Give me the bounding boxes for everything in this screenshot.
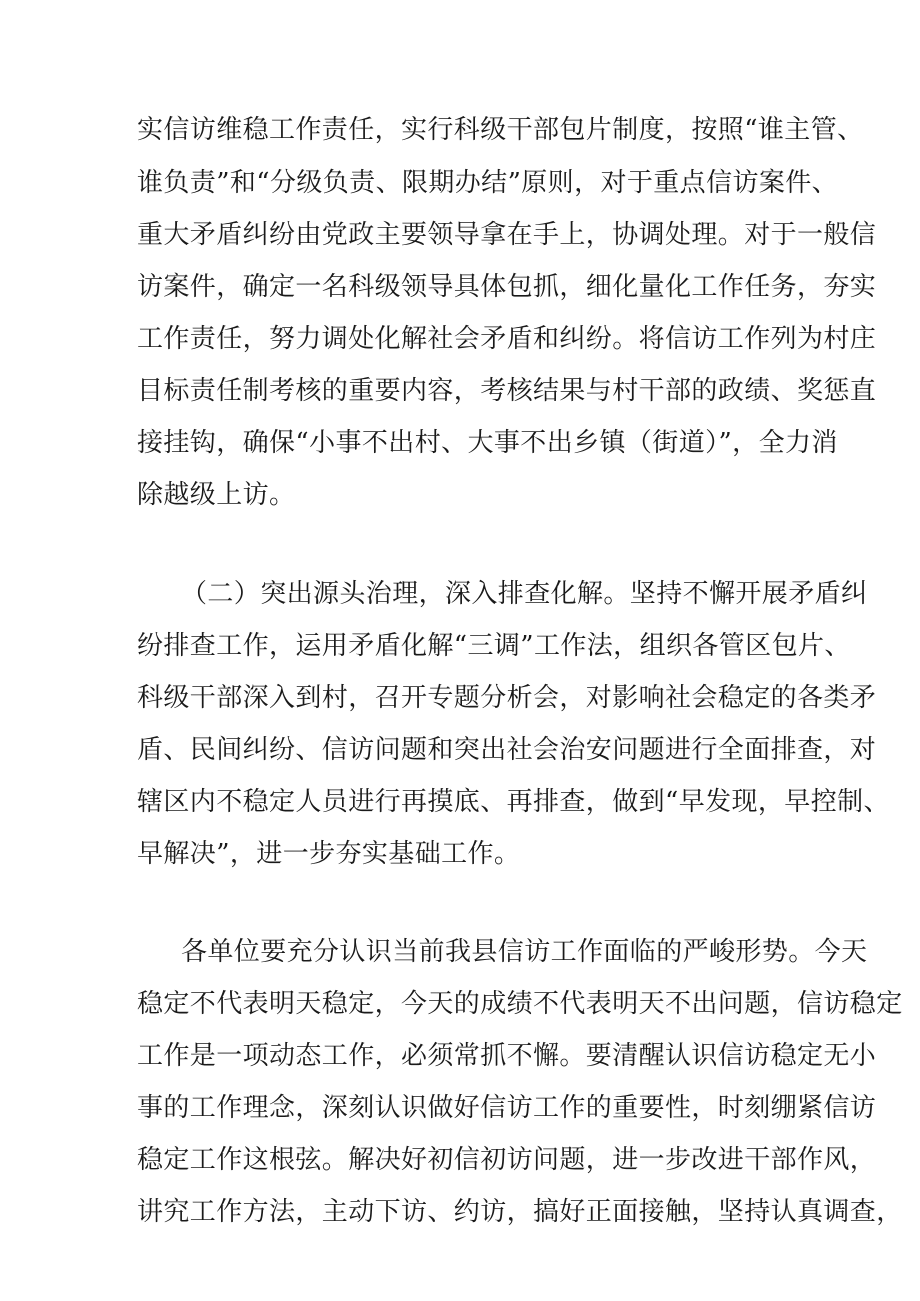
paragraph-line: 早解决”，进一步夯实基础工作。 [137,839,521,869]
paragraph-line: 辖区内不稳定人员进行再摸底、再排查，做到“早发现，早控制、 [137,787,890,817]
paragraph-line: 稳定不代表明天稳定，今天的成绩不代表明天不出问题，信访稳定 [137,989,903,1019]
paragraph-line: 除越级上访。 [137,480,296,510]
paragraph-line: 讲究工作方法，主动下访、约访，搞好正面接触，坚持认真调查， [137,1197,903,1227]
paragraph-line: 科级干部深入到村，召开专题分析会，对影响社会稳定的各类矛 [137,683,877,713]
paragraph-line: 接挂钩，确保“小事不出村、大事不出乡镇（街道）”，全力消 [137,428,838,458]
paragraph-line: 实信访维稳工作责任，实行科级干部包片制度，按照“谁主管、 [137,115,864,145]
paragraph-line: （二）突出源头治理，深入排查化解。坚持不懈开展矛盾纠 [181,579,868,609]
paragraph-line: 事的工作理念，深刻认识做好信访工作的重要性，时刻绷紧信访 [137,1093,877,1123]
paragraph-line: 重大矛盾纠纷由党政主要领导拿在手上，协调处理。对于一般信 [137,220,877,250]
paragraph-line: 访案件，确定一名科级领导具体包抓，细化量化工作任务，夯实 [137,272,877,302]
paragraph-line: 谁负责”和“分级负责、限期办结”原则，对于重点信访案件、 [137,168,839,198]
paragraph-line: 各单位要充分认识当前我县信访工作面临的严峻形势。今天 [181,937,868,967]
paragraph-line: 稳定工作这根弦。解决好初信初访问题，进一步改进干部作风， [137,1145,877,1175]
paragraph-line: 工作是一项动态工作，必须常抓不懈。要清醒认识信访稳定无小 [137,1041,877,1071]
paragraph-line: 目标责任制考核的重要内容，考核结果与村干部的政绩、奖惩直 [137,376,877,406]
paragraph-line: 纷排查工作，运用矛盾化解“三调”工作法，组织各管区包片、 [137,631,851,661]
paragraph-line: 工作责任，努力调处化解社会矛盾和纠纷。将信访工作列为村庄 [137,324,877,354]
paragraph-line: 盾、民间纠纷、信访问题和突出社会治安问题进行全面排查，对 [137,735,877,765]
